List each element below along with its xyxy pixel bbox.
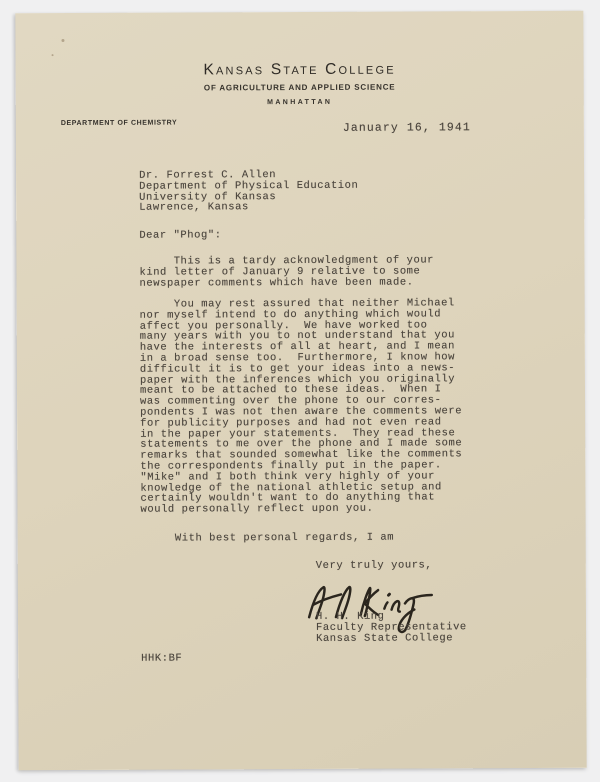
letterhead-subtitle: OF AGRICULTURE AND APPLIED SCIENCE [203, 82, 396, 93]
signer-block: H. H. King Faculty Representative Kansas State College [315, 610, 467, 645]
typist-initials: HHK:BF [141, 652, 183, 665]
letterhead-city: MANHATTAN [267, 98, 333, 107]
closing-line: With best personal regards, I am [140, 531, 395, 545]
paper-speck [52, 54, 54, 56]
letterhead-department: DEPARTMENT OF CHEMISTRY [60, 119, 178, 128]
letter-date: January 16, 1941 [342, 121, 471, 135]
letterhead-institution: Kansas State College [203, 60, 396, 79]
recipient-address: Dr. Forrest C. Allen Department of Physical Education University of Kansas Lawrence, Kansas [139, 169, 359, 215]
body-paragraph-1: This is a tardy acknowledgment of your kind letter of January 9 relative to some newspaper comments which have been made. [139, 254, 435, 290]
paper-speck [61, 39, 64, 42]
salutation: Dear "Phog": [139, 229, 222, 242]
valediction: Very truly yours, [315, 559, 433, 572]
body-paragraph-2: You may rest assured that neither Michael nor myself intend to do anything which would affect you personally. We have worked too many years with you to not understand that you have the interests of all at heart, and I mean in a broad sense too. Furthermore, I know how difficult it is to get your ideas into a news- paper with the inferences which you originally meant to be attached to these ideas. When I was commenting over the phone to our corres- pondents I was not then aware the comments were for publicity purposes and had not even read in the paper your statements. They read these statements to me over the phone and I made some remarks that sounded somewhat like the comments the correspondents finally put in the paper. "Mike" and I both think very highly of your knowledge of the national athletic setup and certainly wouldn't want to do anything that would personally reflect upon you. [139, 297, 463, 516]
letter-page [15, 11, 586, 770]
